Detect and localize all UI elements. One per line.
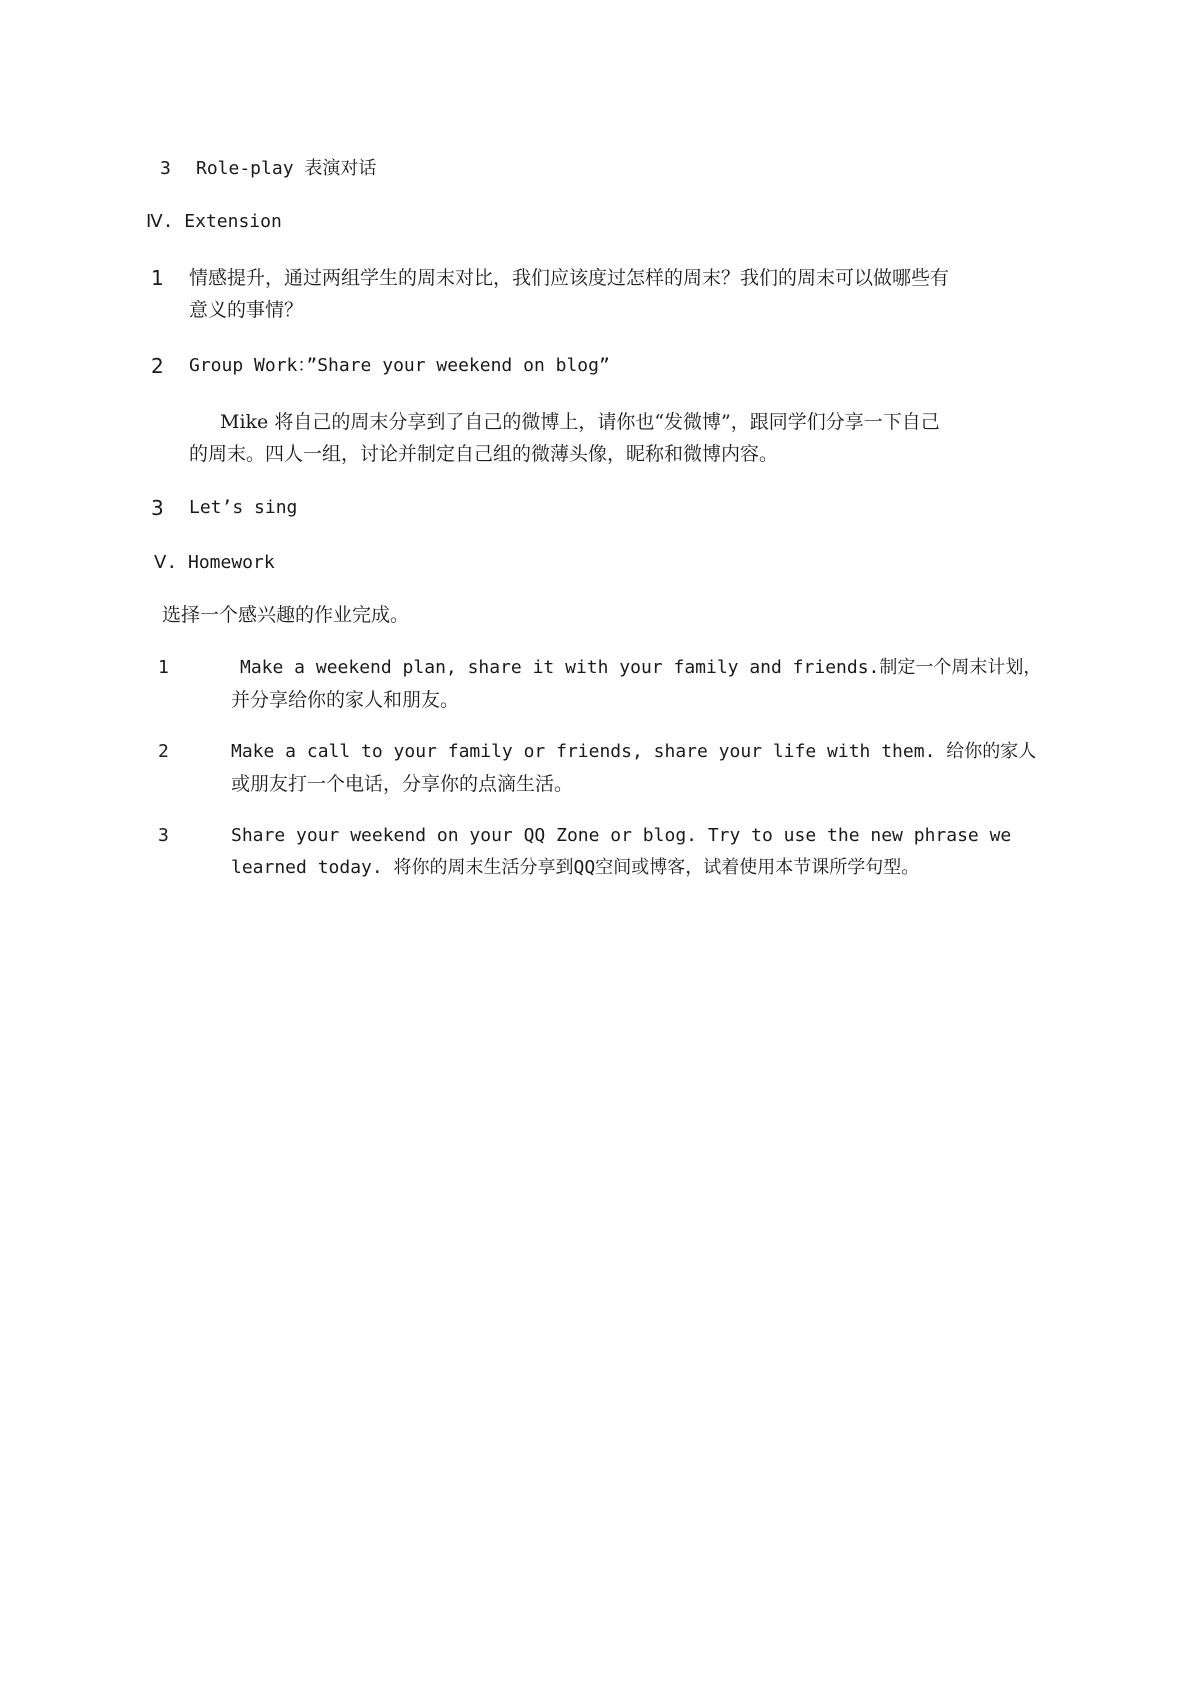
ext-item2-number: 2 bbox=[151, 354, 164, 378]
homework-item2-number: 2 bbox=[158, 741, 169, 762]
homework-item2-line2: 或朋友打一个电话，分享你的点滴生活。 bbox=[231, 773, 574, 795]
ext-item3-text: Let’s sing bbox=[189, 497, 298, 518]
homework-item1-number: 1 bbox=[158, 657, 169, 678]
homework-item2-line1: Make a call to your family or friends, share your life with them. 给你的家人 bbox=[231, 741, 1037, 762]
homework-item1-line1: Make a weekend plan, share it with your family and friends.制定一个周末计划， bbox=[240, 657, 1042, 678]
ext-item1-line1: 情感提升，通过两组学生的周末对比，我们应该度过怎样的周末？我们的周末可以做哪些有 bbox=[189, 267, 950, 289]
ext-item3-number: 3 bbox=[151, 496, 164, 520]
ext-item2-para-line1: Mike 将自己的周末分享到了自己的微博上，请你也“发微博”，跟同学们分享一下自己 bbox=[220, 411, 940, 433]
ext-item1-number: 1 bbox=[151, 266, 164, 290]
homework-heading: Ⅴ. Homework bbox=[154, 552, 275, 573]
homework-item1-line2: 并分享给你的家人和朋友。 bbox=[231, 689, 460, 711]
ext-item1-line2: 意义的事情？ bbox=[189, 299, 304, 321]
homework-item3-number: 3 bbox=[158, 825, 169, 846]
roleplay-number: 3 bbox=[160, 158, 171, 179]
homework-item3-line1: Share your weekend on your QQ Zone or blog. Try to use the new phrase we bbox=[231, 825, 1012, 846]
homework-intro: 选择一个感兴趣的作业完成。 bbox=[162, 604, 410, 626]
ext-item2-title: Group Work：”Share your weekend on blog” bbox=[189, 355, 610, 376]
homework-item3-line2: learned today. 将你的周末生活分享到QQ空间或博客，试着使用本节课所学句型。 bbox=[231, 857, 920, 878]
roleplay-text: Role-play 表演对话 bbox=[196, 158, 377, 179]
ext-item2-para-line2: 的周末。四人一组，讨论并制定自己组的微薄头像，昵称和微博内容。 bbox=[189, 443, 779, 465]
extension-heading: Ⅳ. Extension bbox=[146, 211, 282, 232]
